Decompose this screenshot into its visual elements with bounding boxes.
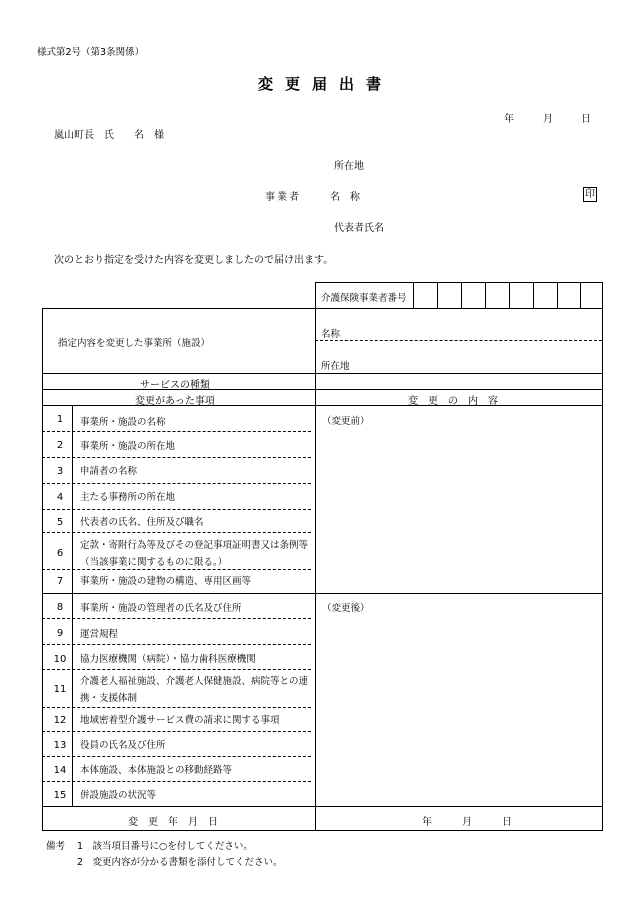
- item-text: 定款・寄附行為等及びその登記事項証明書又は条例等: [80, 540, 309, 551]
- item-text: 地域密着型介護サービス費の請求に関する事項: [80, 715, 280, 726]
- item-number: 2: [56, 440, 64, 451]
- item-text: 協力医療機関（病院）・協力歯科医療機関: [80, 654, 256, 665]
- item-text-continued: 携・支援体制: [80, 693, 138, 704]
- change-before-input[interactable]: [316, 406, 602, 592]
- note-line-2: 2 変更内容が分かる書類を添付してください。: [77, 857, 283, 868]
- item-number: 8: [56, 602, 64, 613]
- seal-mark: 印: [585, 189, 595, 200]
- addressee: 嵐山町長 氏 名 様: [54, 130, 164, 141]
- item-text: 本体施設、本体施設との移動経路等: [80, 765, 233, 776]
- item-number: 7: [56, 576, 64, 587]
- item-number: 14: [53, 765, 67, 776]
- before-label: （変更前）: [322, 416, 370, 427]
- item-number: 13: [53, 740, 67, 751]
- notes-label: 備考: [46, 841, 66, 852]
- date-year-label: 年: [504, 114, 514, 125]
- form-label: 様式第2号（第3条関係）: [37, 47, 145, 58]
- service-type-input[interactable]: [316, 374, 602, 388]
- intro-text: 次のとおり指定を受けた内容を変更しましたので届け出ます。: [54, 255, 334, 266]
- item-text: 事業所・施設の管理者の氏名及び住所: [80, 603, 242, 614]
- service-type-label: サービスの種類: [140, 380, 210, 391]
- item-number: 1: [56, 414, 64, 425]
- item-text: 代表者の氏名、住所及び職名: [80, 517, 204, 528]
- item-number: 11: [53, 684, 67, 695]
- changed-items-header: 変更があった事項: [135, 396, 215, 407]
- item-text: 介護老人福祉施設、介護老人保健施設、病院等との連: [80, 676, 309, 687]
- change-after-input[interactable]: [316, 594, 602, 805]
- change-date-value[interactable]: 年 月 日: [422, 817, 512, 828]
- business-label: 事業者: [265, 192, 301, 203]
- facility-name-label: 名称: [321, 329, 341, 340]
- item-number: 4: [56, 492, 64, 503]
- page-title: 変更届出書: [258, 75, 394, 93]
- item-text: 申請者の名称: [80, 466, 138, 477]
- item-text: 事業所・施設の所在地: [80, 441, 176, 452]
- note-line-1: 1 該当項目番号に○を付してください。: [77, 841, 253, 852]
- name-label: 名 称: [330, 192, 360, 203]
- item-text: 役員の氏名及び住所: [80, 740, 166, 751]
- item-number: 5: [56, 517, 64, 528]
- item-number: 9: [56, 628, 64, 639]
- item-number: 15: [53, 790, 67, 801]
- provider-number-input[interactable]: [414, 283, 602, 308]
- item-number: 6: [56, 548, 64, 559]
- item-number: 3: [56, 466, 64, 477]
- representative-label: 代表者氏名: [334, 223, 384, 234]
- facility-label: 指定内容を変更した事業所（施設）: [58, 338, 211, 349]
- date-month-label: 月: [543, 114, 553, 125]
- change-date-label: 変 更 年 月 日: [128, 817, 218, 828]
- item-text: 併設施設の状況等: [80, 790, 157, 801]
- provider-number-label: 介護保険事業者番号: [321, 293, 407, 304]
- item-number: 10: [53, 654, 67, 665]
- item-text: 主たる事務所の所在地: [80, 492, 176, 503]
- item-text: 事業所・施設の名称: [80, 417, 166, 428]
- facility-address-label: 所在地: [321, 361, 350, 372]
- after-label: （変更後）: [322, 603, 370, 614]
- address-label: 所在地: [334, 161, 364, 172]
- item-text: 事業所・施設の建物の構造、専用区画等: [80, 576, 252, 587]
- change-content-header: 変 更 の 内 容: [408, 396, 498, 407]
- item-text-continued: （当該事業に関するものに限る。）: [80, 557, 228, 568]
- item-number: 12: [53, 715, 67, 726]
- item-text: 運営規程: [80, 629, 119, 640]
- date-day-label: 日: [581, 114, 591, 125]
